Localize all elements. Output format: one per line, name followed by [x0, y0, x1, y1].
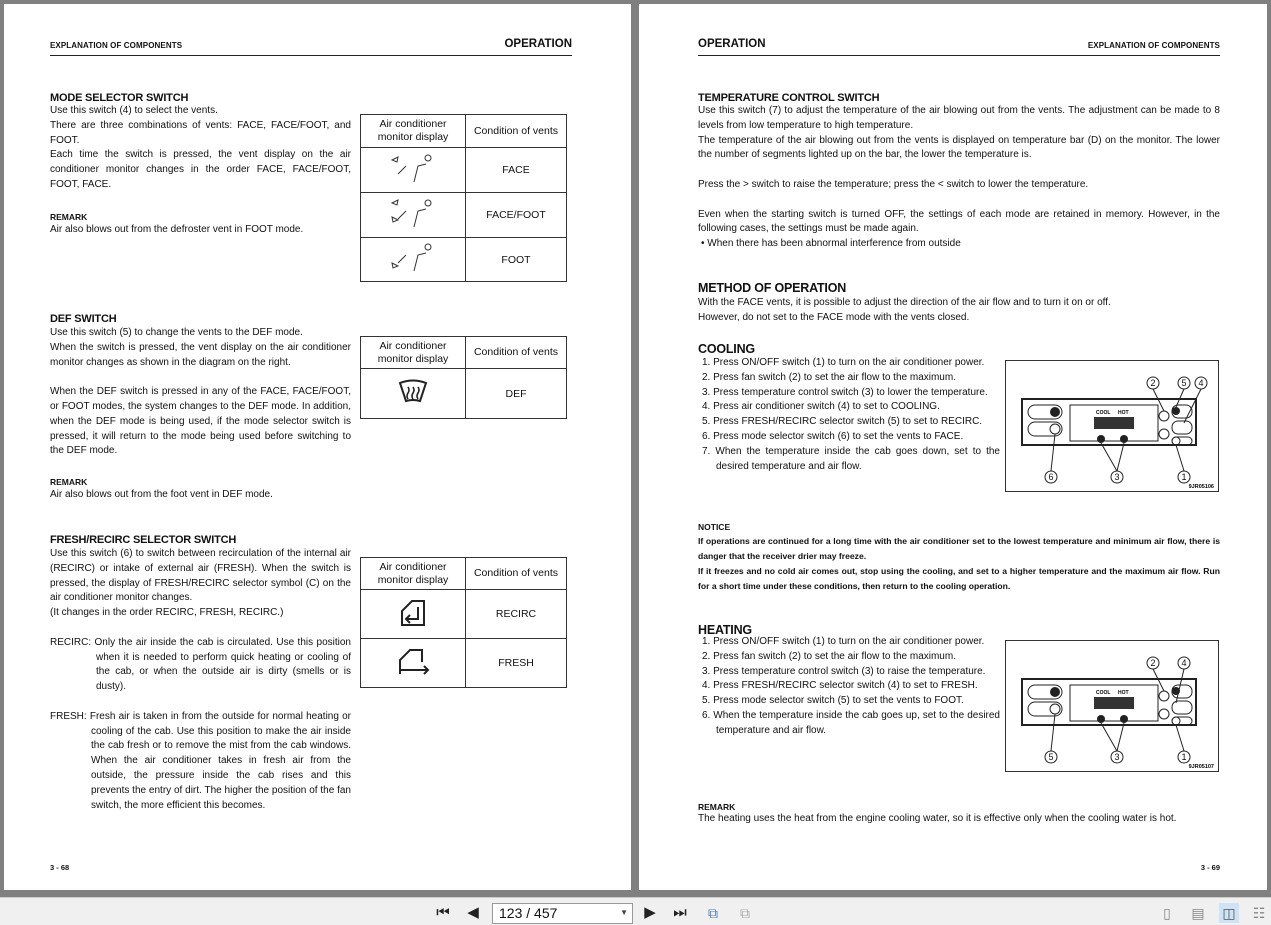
section-title: TEMPERATURE CONTROL SWITCH	[698, 92, 880, 104]
table-header: Condition of vents	[466, 115, 567, 148]
svg-text:2: 2	[1150, 378, 1156, 388]
face-foot-vent-icon	[361, 193, 466, 238]
section-title: METHOD OF OPERATION	[698, 281, 847, 295]
para: Use this switch (5) to change the vents to the DEF mode.	[50, 327, 303, 338]
step: 2. Press fan switch (2) to set the air flow to the maximum.	[702, 371, 956, 383]
notice-text	[698, 534, 1220, 594]
section-title: FRESH/RECIRC SELECTOR SWITCH	[50, 534, 237, 546]
recirc-icon	[361, 590, 466, 639]
viewer-toolbar	[0, 897, 1271, 925]
svg-text:COOL: COOL	[1096, 690, 1111, 696]
table-cell: FACE	[466, 148, 567, 193]
step: 5. Press FRESH/RECIRC selector switch (5) to set to RECIRC.	[702, 416, 983, 428]
header-section: EXPLANATION OF COMPONENTS	[1087, 41, 1220, 50]
step: 6. Press mode selector switch (6) to set the vents to FACE.	[702, 430, 964, 442]
page-number-value: 123 / 457	[499, 905, 558, 921]
remark-text: The heating uses the heat from the engine cooling water, so it is effective only when the cooling water is hot.	[698, 813, 1177, 824]
svg-text:9JR05107: 9JR05107	[1188, 764, 1214, 770]
previous-page-button[interactable]: ◀	[467, 904, 479, 921]
chevron-down-icon[interactable]: ▼	[620, 908, 628, 917]
table-header: Air conditioner monitor display	[361, 558, 466, 590]
para: (It changes in the order RECIRC, FRESH, RECIRC.)	[50, 607, 284, 619]
para: Use this switch (6) to switch between recirculation of the internal air (RECIRC) or intake of external air (FRESH). When the switch is pressed, the display of FRESH/RECIRC selector symbol (C) on the air conditioner monitor changes.	[50, 548, 351, 604]
para: When the switch is pressed, the vent display on the air conditioner monitor changes as shown in the diagram on the right.	[50, 341, 351, 368]
table-header: Condition of vents	[466, 337, 567, 369]
bullet-item: • When there has been abnormal interference from outside	[701, 238, 961, 250]
vent-table	[360, 114, 567, 282]
para: With the FACE vents, it is possible to adjust the direction of the air flow and to turn it on or off.	[698, 297, 1111, 308]
single-page-view-icon[interactable]: ▯	[1163, 904, 1171, 921]
next-page-button[interactable]: ▶	[644, 904, 656, 921]
svg-text:2: 2	[1150, 658, 1156, 668]
remark-text: Air also blows out from the defroster vent in FOOT mode.	[50, 224, 304, 235]
table-header: Condition of vents	[466, 558, 567, 590]
svg-text:5: 5	[1181, 378, 1187, 388]
para: Even when the starting switch is turned OFF, the settings of each mode are retained in memory. However, in the following cases, the settings must be made again.	[698, 208, 1220, 235]
heating-title: HEATING	[698, 623, 752, 637]
svg-text:5: 5	[1048, 752, 1054, 762]
foot-vent-icon	[361, 238, 466, 282]
first-page-button[interactable]: ⏮	[436, 903, 450, 921]
para: There are three combinations of vents: FACE, FACE/FOOT, and FOOT.	[50, 119, 351, 146]
control-panel-icon	[1006, 361, 1218, 491]
page-number-field[interactable]	[492, 903, 633, 924]
step: 5. Press mode selector switch (5) to set the vents to FOOT.	[702, 695, 964, 707]
table-cell: FACE/FOOT	[466, 193, 567, 238]
para: However, do not set to the FACE mode with the vents closed.	[698, 311, 970, 323]
fresh-desc: FRESH: Fresh air is taken in from the outside for normal heating or cooling of the cab. Use this position to make the air inside the cab fresh or to remove the mist from the cab windows. When the air conditioner takes in fresh air from the outside, the pressure inside the cab rises and this prevents the entry of dirt. The higher the position of the fan switch, the more efficient this becomes.	[50, 710, 351, 811]
section-title: MODE SELECTOR SWITCH	[50, 92, 189, 104]
table-cell: FOOT	[466, 238, 567, 282]
step: 1. Press ON/OFF switch (1) to turn on the air conditioner power.	[702, 636, 985, 647]
recirc-desc: RECIRC: Only the air inside the cab is circulated. Use this position when it is needed to perform quick heating or cooling of the cab, or when the outside air is dirty (smells or is dusty).	[50, 636, 351, 693]
vent-table	[360, 557, 567, 688]
para: Use this switch (7) to adjust the temperature of the air blowing out from the vents. The adjustment can be made to 8 levels from low temperature to high temperature.	[698, 105, 1220, 131]
fresh-text	[50, 547, 351, 813]
heating-steps	[702, 635, 1000, 739]
section-title: DEF SWITCH	[50, 313, 117, 325]
para: Press the > switch to raise the temperature; press the < switch to lower the temperature.	[698, 178, 1089, 190]
svg-text:3: 3	[1114, 472, 1120, 482]
page-number: 3 - 68	[50, 863, 70, 872]
step: 4. Press FRESH/RECIRC selector switch (4) to set to FRESH.	[702, 680, 978, 692]
para: When the DEF switch is pressed in any of the FACE, FACE/FOOT, or FOOT modes, the system changes to the DEF mode. In addition, when the DEF mode is being used, if the mode selector switch is pressed, it will return to the mode being used before switching to the DEF mode.	[50, 386, 351, 457]
vent-table	[360, 336, 567, 419]
header-chapter: OPERATION	[698, 38, 766, 50]
page-number: 3 - 69	[1200, 863, 1220, 872]
cooling-title: COOLING	[698, 342, 755, 356]
fresh-air-icon	[361, 639, 466, 688]
facing-view-icon[interactable]: ◫	[1219, 903, 1239, 923]
step: 3. Press temperature control switch (3) to raise the temperature.	[702, 665, 986, 677]
remark-text: Air also blows out from the foot vent in DEF mode.	[50, 489, 273, 500]
step: 7. When the temperature inside the cab goes down, set to the desired temperature and air flow.	[702, 445, 1000, 472]
continuous-view-icon[interactable]: ▤	[1191, 904, 1205, 921]
header-chapter: OPERATION	[504, 38, 572, 50]
control-panel-diagram-heating	[1005, 640, 1219, 772]
mode-text	[50, 104, 351, 193]
header-rule	[50, 55, 572, 56]
table-header: Air conditioner monitor display	[361, 115, 466, 148]
svg-text:3: 3	[1114, 752, 1120, 762]
last-page-button[interactable]: ⏭	[673, 903, 687, 921]
table-cell: FRESH	[466, 639, 567, 688]
defroster-icon	[361, 369, 466, 419]
face-vent-icon	[361, 148, 466, 193]
pdf-page-right	[639, 4, 1267, 890]
svg-text:1: 1	[1181, 752, 1187, 762]
svg-text:HOT: HOT	[1118, 410, 1129, 416]
step: 1. Press ON/OFF switch (1) to turn on the air conditioner power.	[702, 357, 985, 368]
cooling-steps	[702, 356, 1000, 474]
para: If operations are continued for a long time with the air conditioner set to the lowest temperature and minimum air flow, there is danger that the receiver drier may freeze.	[698, 536, 1220, 561]
remark-label: REMARK	[50, 477, 88, 487]
step: 6. When the temperature inside the cab goes up, set to the desired temperature and air flow.	[702, 709, 1000, 736]
remark-label: REMARK	[50, 212, 88, 222]
table-cell: DEF	[466, 369, 567, 419]
notice-label: NOTICE	[698, 522, 731, 532]
step: 4. Press air conditioner switch (4) to set to COOLING.	[702, 401, 940, 413]
para: The temperature of the air blowing out from the vents is displayed on temperature bar (D) on the monitor. The lower the number of segments lighted up on the bar, the lower the temperature is.	[698, 134, 1220, 161]
header-rule	[698, 55, 1220, 56]
svg-text:6: 6	[1048, 472, 1054, 482]
para: If it freezes and no cold air comes out, stop using the cooling, and set to a higher temperature and the maximum air flow. Run for a short time under these conditions, then return to the cooling operation.	[698, 566, 1220, 591]
method-text	[698, 296, 1220, 326]
continuous-facing-view-icon[interactable]: ☷	[1252, 904, 1266, 921]
step: 2. Press fan switch (2) to set the air flow to the maximum.	[702, 650, 956, 662]
svg-text:COOL: COOL	[1096, 410, 1111, 416]
header-section: EXPLANATION OF COMPONENTS	[50, 41, 183, 50]
def-text	[50, 326, 351, 459]
para: Use this switch (4) to select the vents.	[50, 105, 218, 116]
para: Each time the switch is pressed, the vent display on the air conditioner monitor changes in the order FACE, FACE/FOOT, FOOT, FACE.	[50, 149, 351, 190]
temp-text	[698, 104, 1220, 252]
table-header: Air conditioner monitor display	[361, 337, 466, 369]
go-forward-view-icon[interactable]: ⧉	[740, 904, 750, 921]
svg-text:4: 4	[1198, 378, 1204, 388]
go-back-view-icon[interactable]: ⧉	[708, 904, 718, 921]
svg-text:9JR05106: 9JR05106	[1188, 484, 1214, 490]
svg-text:HOT: HOT	[1118, 690, 1129, 696]
svg-text:1: 1	[1181, 472, 1187, 482]
control-panel-diagram-cooling	[1005, 360, 1219, 492]
remark-label: REMARK	[698, 802, 736, 812]
step: 3. Press temperature control switch (3) to lower the temperature.	[702, 386, 988, 398]
table-cell: RECIRC	[466, 590, 567, 639]
control-panel-icon	[1006, 641, 1218, 771]
pdf-page-left	[4, 4, 631, 890]
svg-text:4: 4	[1181, 658, 1187, 668]
